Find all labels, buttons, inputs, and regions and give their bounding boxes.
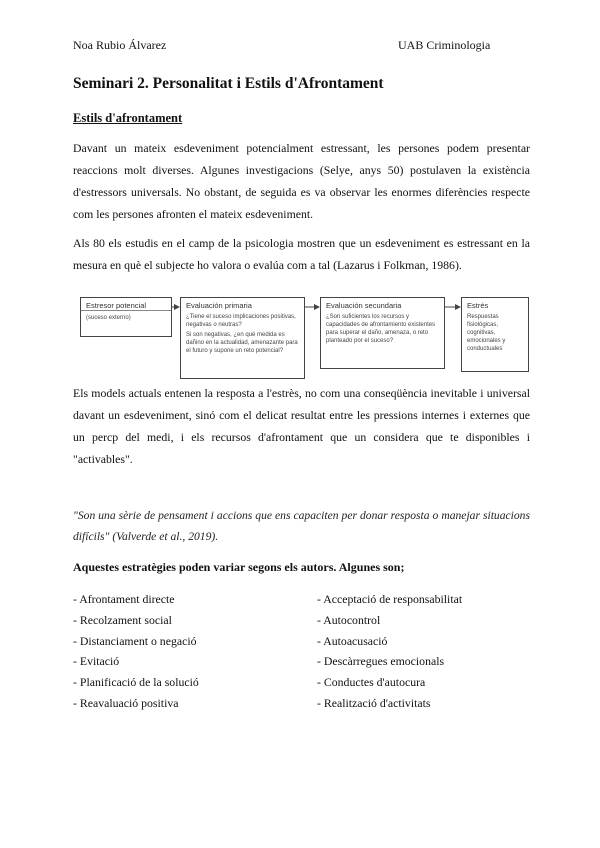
box2-body1: ¿Tiene el suceso implicaciones positivas, negativas o neutras?	[186, 314, 296, 328]
list-item: - Autoacusació	[317, 633, 388, 648]
paragraph-current-models: Els models actuals entenen la resposta a l'estrès, no com una conseqüència inevitable i universal davant un esdeveniment, sinó com el delicat resultat entre les pressions internes i externes que un percp del medi, i els recursos d'afrontament que un considera que te disponibles i "activables".	[73, 386, 530, 466]
box4-title: Estrés	[467, 301, 489, 310]
box1-title: Estresor potencial	[81, 298, 171, 311]
page-title: Seminari 2. Personalitat i Estils d'Afrontament	[73, 75, 384, 92]
box3-body: ¿Son suficientes los recursos y capacidades de afrontamiento existentes para superar el daño, amenaza, o reto planteado por el suceso?	[326, 314, 436, 344]
quote-reference: (Valverde et al., 2019).	[109, 530, 219, 543]
list-item: - Realització d'activitats	[317, 695, 431, 710]
list-item: - Autocontrol	[317, 612, 381, 627]
paragraph-lazarus: Als 80 els estudis en el camp de la psicologia mostren que un esdeveniment es estressant en la mesura en què el subjecte ho valora o evalúa com a tal (Lazarus i Folkman, 1986).	[73, 236, 530, 272]
stress-process-diagram	[80, 295, 530, 380]
box-secondary-appraisal	[320, 297, 445, 369]
definition-quote	[73, 505, 530, 547]
list-item: - Planificació de la solució	[73, 675, 199, 690]
section-subtitle: Estils d'afrontament	[73, 111, 183, 125]
list-item: - Acceptació de responsabilitat	[317, 592, 463, 606]
strategies-title: Aquestes estratègies poden variar segons els autors. Algunes son;	[73, 560, 405, 574]
header-author: Noa Rubio Álvarez	[73, 38, 167, 52]
list-item: - Recolzament social	[73, 612, 172, 627]
box3-title: Evaluación secundaria	[326, 301, 402, 310]
list-item: - Afrontament directe	[73, 592, 175, 606]
list-item: - Reavaluació positiva	[73, 695, 179, 710]
list-item: - Descàrregues emocionals	[317, 654, 445, 669]
strategies-list-right	[317, 589, 462, 714]
strategies-list-left	[73, 589, 199, 714]
list-item: - Conductes d'autocura	[317, 675, 426, 690]
list-item: - Distanciament o negació	[73, 633, 197, 648]
box2-title: Evaluación primaria	[186, 301, 252, 310]
box-stress	[461, 297, 529, 372]
box4-body: Respuestas fisiológicas, cognitivas, emocionales y conductuales	[467, 314, 506, 352]
list-item: - Evitació	[73, 654, 120, 669]
box-primary-appraisal	[180, 297, 305, 379]
box1-body: (suceso externo)	[86, 315, 131, 321]
quote-text: "Son una sèrie de pensament i accions que ens capaciten per donar resposta o manejar situacions difícils"	[73, 509, 530, 543]
header-course: UAB Criminologia	[398, 38, 491, 52]
box2-body2: Si son negativas, ¿en qué medida es dañino en la actualidad, amenazante para el futuro y supone un reto potencial?	[186, 332, 298, 354]
box-potential-stressor	[80, 297, 172, 337]
paragraph-intro: Davant un mateix esdeveniment potencialment estressant, les persones podem presentar reaccions molt diverses. Algunes investigacions (Selye, anys 50) postulaven la existència d'estressors universals. No obstant, de seguida es va observar les enormes diferències respecte com les persones afronten el mateix esdeveniment.	[73, 141, 530, 221]
